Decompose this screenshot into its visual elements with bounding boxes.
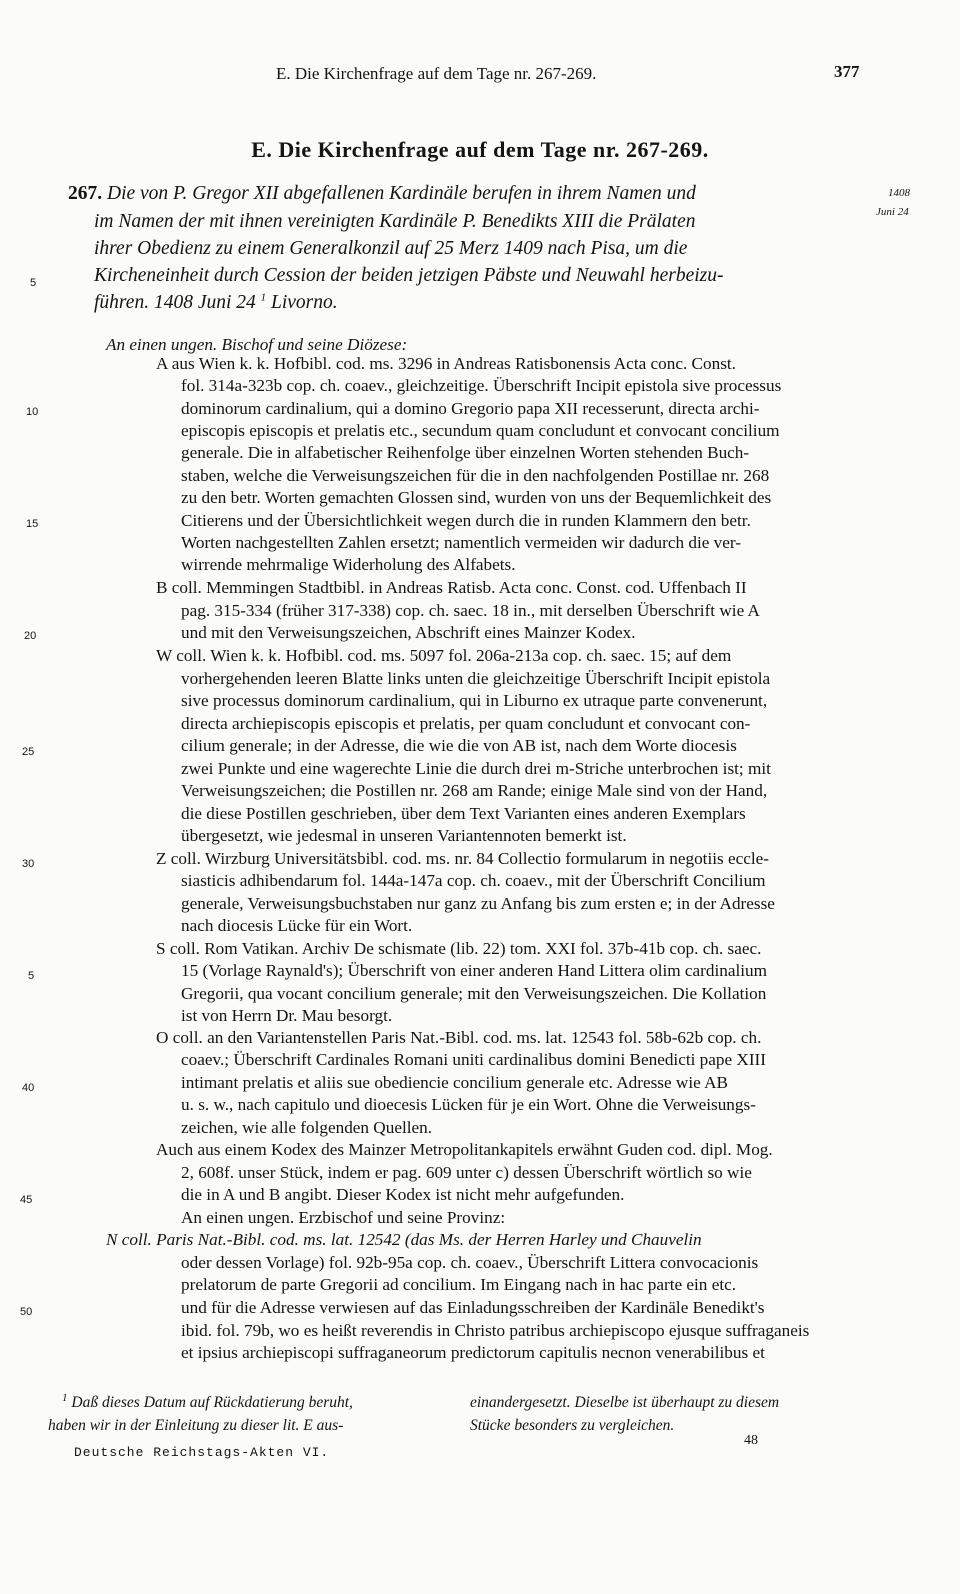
document-number: 267.: [68, 183, 103, 204]
document-heading-line-1: [68, 183, 696, 205]
series-signature: Deutsche Reichstags-Akten VI.: [74, 1445, 330, 1460]
line-number: 25: [22, 746, 35, 758]
line-number: 50: [20, 1306, 33, 1318]
body-line: staben, welche die Verweisungszeichen für die in den nachfolgenden Postillae nr. 268: [181, 466, 770, 485]
body-line: 2, 608f. unser Stück, indem er pag. 609 unter c) dessen Überschrift wörtlich so wie: [181, 1163, 752, 1182]
body-line: dominorum cardinalium, qui a domino Gregorio papa XII recesserunt, directa archi-: [181, 399, 760, 418]
body-line: zwei Punkte und eine wagerechte Linie die durch drei m-Striche unterbrochen ist; mit: [181, 759, 771, 778]
body-line: Auch aus einem Kodex des Mainzer Metropolitankapitels erwähnt Guden cod. dipl. Mog.: [156, 1140, 773, 1159]
document-heading-line-2: im Namen der mit ihnen vereinigten Kardinäle P. Benedikts XIII die Prälaten: [94, 211, 696, 232]
page-number: 377: [834, 62, 860, 81]
body-line: A aus Wien k. k. Hofbibl. cod. ms. 3296 in Andreas Ratisbonensis Acta conc. Const.: [156, 354, 736, 373]
body-line: pag. 315-334 (früher 317-338) cop. ch. saec. 18 in., mit derselben Überschrift wie A: [181, 601, 760, 620]
body-line: W coll. Wien k. k. Hofbibl. cod. ms. 5097 fol. 206a-213a cop. ch. saec. 15; auf dem: [156, 646, 732, 665]
body-line: Verweisungszeichen; die Postillen nr. 268 am Rande; einige Male sind von der Hand,: [181, 781, 768, 800]
body-line: generale, Verweisungsbuchstaben nur ganz zu Anfang bis zum ersten e; in der Adresse: [181, 894, 775, 913]
body-line: wirrende mehrmalige Widerholung des Alfabets.: [181, 555, 516, 574]
body-line: zeichen, wie alle folgenden Quellen.: [181, 1118, 433, 1137]
body-line: B coll. Memmingen Stadtbibl. in Andreas Ratisb. Acta conc. Const. cod. Uffenbach II: [156, 578, 747, 597]
document-heading-line-4: Kircheneinheit durch Cession der beiden jetzigen Päbste und Neuwahl herbeizu-: [94, 265, 724, 286]
body-line: und für die Adresse verwiesen auf das Einladungsschreiben der Kardinäle Benedikt's: [181, 1298, 765, 1317]
body-line: S coll. Rom Vatikan. Archiv De schismate (lib. 22) tom. XXI fol. 37b-41b cop. ch. saec.: [156, 939, 762, 958]
body-line: N coll. Paris Nat.-Bibl. cod. ms. lat. 12542 (das Ms. der Herren Harley und Chauvelin: [106, 1230, 702, 1249]
heading-date: führen. 1408 Juni 24: [94, 292, 256, 313]
body-line: fol. 314a-323b cop. ch. coaev., gleichzeitige. Überschrift Incipit epistola sive processus: [181, 376, 782, 395]
body-line: die in A und B angibt. Dieser Kodex ist nicht mehr aufgefunden.: [181, 1185, 625, 1204]
document-heading-line-5: [94, 292, 338, 314]
running-head: E. Die Kirchenfrage auf dem Tage nr. 267-269.: [276, 64, 597, 83]
body-line: u. s. w., nach capitulo und dioecesis Lücken für je ein Wort. Ohne die Verweisungs-: [181, 1095, 756, 1114]
body-line: prelatorum de parte Gregorii ad concilium. Im Eingang nach in hac parte ein etc.: [181, 1275, 737, 1294]
body-line: ist von Herrn Dr. Mau besorgt.: [181, 1006, 393, 1025]
footnote-right-line-1: einandergesetzt. Dieselbe ist überhaupt zu diesem: [470, 1394, 780, 1411]
body-line: O coll. an den Variantenstellen Paris Nat.-Bibl. cod. ms. lat. 12543 fol. 58b-62b cop. ch.: [156, 1028, 762, 1047]
body-line: oder dessen Vorlage) fol. 92b-95a cop. ch. coaev., Überschrift Littera convocacionis: [181, 1253, 759, 1272]
body-line: übergesetzt, wie jedesmal in unseren Variantennoten bemerkt ist.: [181, 826, 627, 845]
footnote-text: Daß dieses Datum auf Rückdatierung beruht,: [71, 1394, 353, 1411]
document-heading-line-3: ihrer Obedienz zu einem Generalkonzil auf 25 Merz 1409 nach Pisa, um die: [94, 238, 688, 259]
body-line: Citierens und der Übersichtlichkeit wegen durch die in runden Klammern den betr.: [181, 511, 751, 530]
line-number: 5: [30, 277, 37, 289]
line-number: 10: [26, 406, 39, 418]
body-line: cilium generale; in der Adresse, die wie die von AB ist, nach dem Worte diocesis: [181, 736, 737, 755]
body-line: An einen ungen. Erzbischof und seine Provinz:: [181, 1208, 506, 1227]
body-line: nach diocesis Lücke für ein Wort.: [181, 916, 413, 935]
margin-date-year: 1408: [888, 187, 910, 199]
body-line: intimant prelatis et aliis sue obediencie concilium generale etc. Adresse wie AB: [181, 1073, 728, 1092]
footnote-left-line-2: haben wir in der Einleitung zu dieser lit. E aus-: [48, 1417, 344, 1434]
line-number: 40: [22, 1082, 35, 1094]
line-number: 30: [22, 858, 35, 870]
body-line: 15 (Vorlage Raynald's); Überschrift von einer anderen Hand Littera olim cardinalium: [181, 961, 768, 980]
line-number: 45: [20, 1194, 33, 1206]
body-line: An einen ungen. Bischof und seine Diözese:: [106, 335, 408, 354]
body-line: et ipsius archiepiscopi suffraganeorum predictorum capitulis necnon venerabilibus et: [181, 1343, 765, 1362]
body-line: directa archiepiscopis episcopis et prelatis, per quam concludunt et convocant con-: [181, 714, 751, 733]
body-line: Gregorii, qua vocant concilium generale; mit den Verweisungszeichen. Die Kollation: [181, 984, 767, 1003]
line-number: 5: [28, 970, 35, 982]
section-title: E. Die Kirchenfrage auf dem Tage nr. 267-269.: [251, 137, 709, 162]
footnote-right-line-2: Stücke besonders zu vergleichen.: [470, 1417, 675, 1434]
footnote-number: 1: [62, 1391, 68, 1404]
body-line: die diese Postillen geschrieben, über dem Text Varianten eines anderen Exemplars: [181, 804, 746, 823]
line-number: 20: [24, 630, 37, 642]
body-line: episcopis episcopis et prelatis etc., secundum quam concludunt et convocant concilium: [181, 421, 780, 440]
body-line: Z coll. Wirzburg Universitätsbibl. cod. ms. nr. 84 Collectio formularum in negotiis eccle-: [156, 849, 769, 868]
footnote-mark: 1: [260, 291, 267, 304]
body-line: siasticis adhibendarum fol. 144a-147a cop. ch. coaev., mit der Überschrift Concilium: [181, 871, 766, 890]
body-line: sive processus dominorum cardinalium, qui in Liburno ex utraque parte convenerunt,: [181, 691, 768, 710]
heading-place: Livorno.: [271, 292, 338, 313]
margin-date-day: Juni 24: [876, 206, 909, 218]
body-line: ibid. fol. 79b, wo es heißt reverendis in Christo patribus archiepiscopo ejusque suffraganeis: [181, 1321, 810, 1340]
body-line: generale. Die in alfabetischer Reihenfolge über einzelnen Worten stehenden Buch-: [181, 443, 750, 462]
heading-text: Die von P. Gregor XII abgefallenen Kardinäle berufen in ihrem Namen und: [107, 183, 696, 204]
body-line: vorhergehenden leeren Blatte links unten die gleichzeitige Überschrift Incipit epistola: [181, 669, 771, 688]
line-number: 15: [26, 518, 39, 530]
body-line: zu den betr. Worten gemachten Glossen sind, wurden von uns der Bequemlichkeit des: [181, 488, 772, 507]
sheet-number: 48: [744, 1433, 758, 1448]
body-line: und mit den Verweisungszeichen, Abschrift eines Mainzer Kodex.: [181, 623, 636, 642]
body-line: Worten nachgestellten Zahlen ersetzt; namentlich vermeiden wir dadurch die ver-: [181, 533, 741, 552]
body-line: coaev.; Überschrift Cardinales Romani uniti cardinalibus domini Benedicti pape XIII: [181, 1050, 766, 1069]
footnote-left-line-1: [62, 1391, 353, 1412]
